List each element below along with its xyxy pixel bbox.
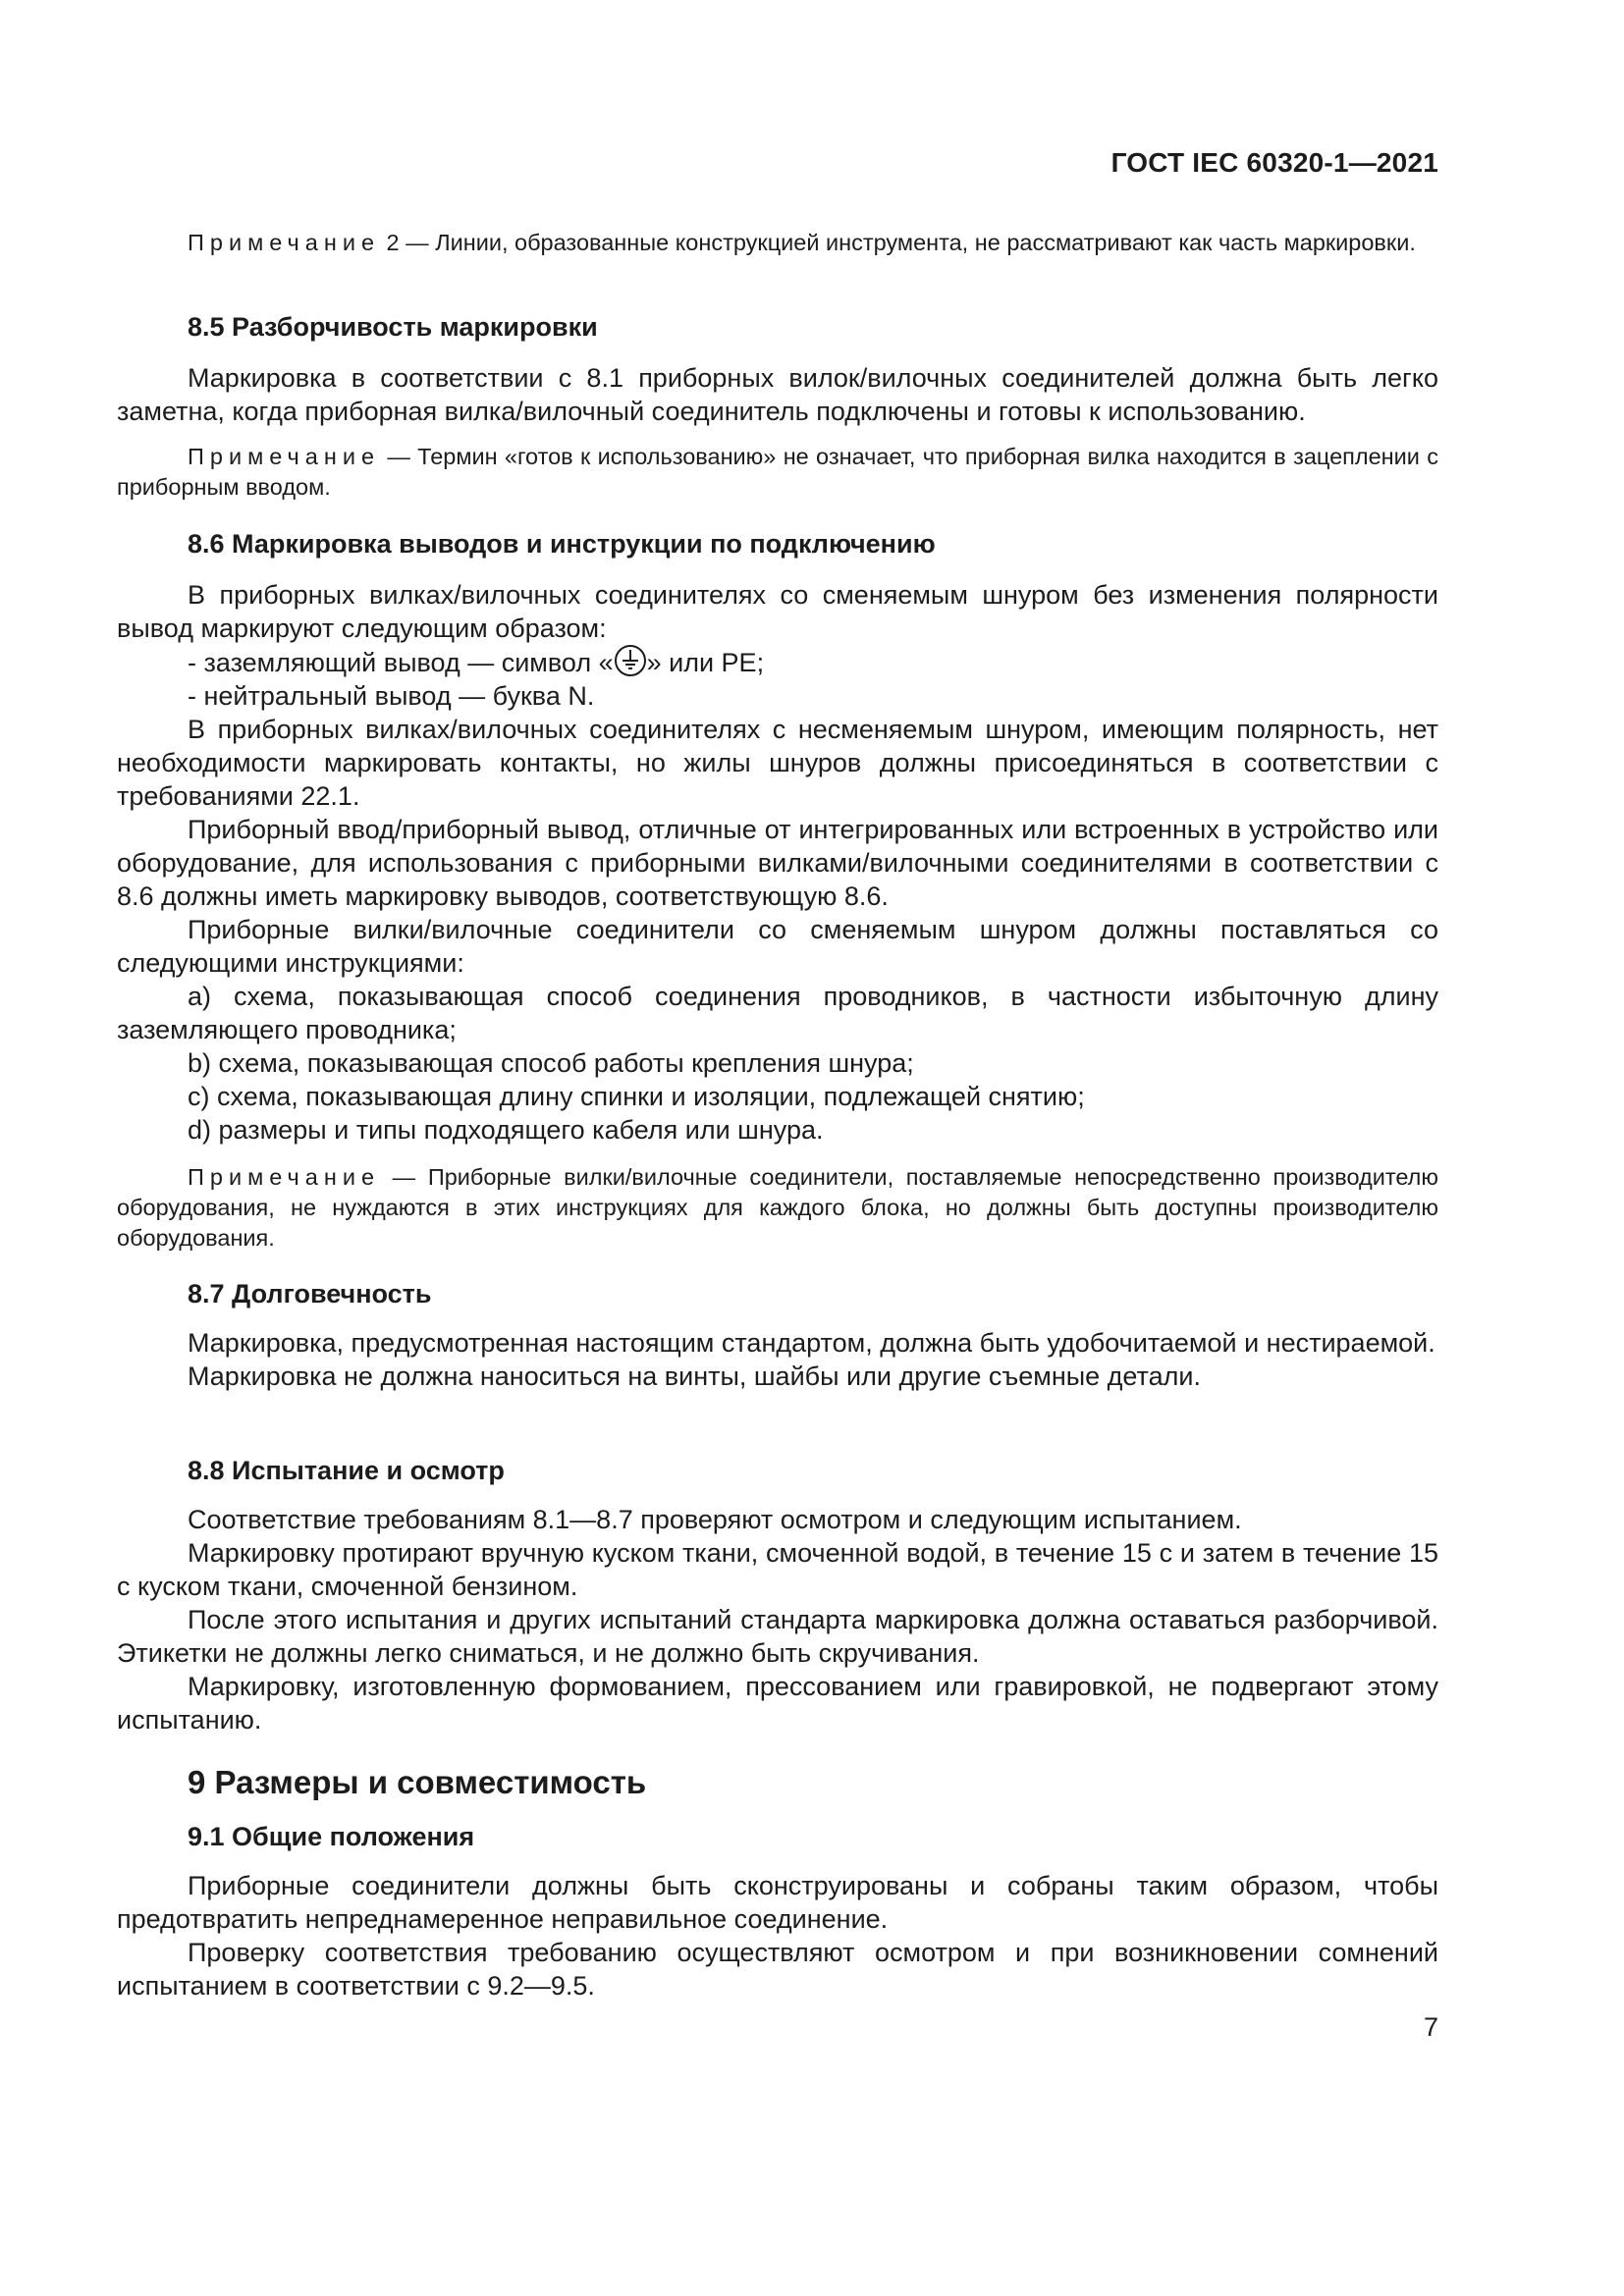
section-9: [117, 1763, 1438, 2002]
note-text: 2 — Линии, образованные конструкцией инструмента, не рассматривают как часть маркировки.: [380, 230, 1416, 255]
list-item: a) схема, показывающая способ соединения проводников, в частности избыточную длину заземляющего проводника;: [117, 982, 1438, 1044]
paragraph: В приборных вилках/вилочных соединителях с несменяемым шнуром, имеющим полярность, нет необходимости маркировать контакты, но жилы шнуров должны присоединяться в соответствии с требованиями 22.1.: [117, 715, 1438, 811]
paragraph: Маркировка, предусмотренная настоящим стандартом, должна быть удобочитаемой и нестираемой.: [188, 1328, 1435, 1358]
list-item: b) схема, показывающая способ работы крепления шнура;: [188, 1048, 914, 1078]
section-title: 8.8 Испытание и осмотр: [188, 1456, 505, 1485]
paragraph: В приборных вилках/вилочных соединителях со сменяемым шнуром без изменения полярности вывод маркируют следующим образом:: [117, 580, 1438, 643]
paragraph: После этого испытания и других испытаний стандарта маркировка должна оставаться разборчивой. Этикетки не должны легко сниматься, и не должно быть скручивания.: [117, 1605, 1438, 1668]
paragraph: Проверку соответствия требованию осуществляют осмотром и при возникновении сомнений испытанием в соответствии с 9.2—9.5.: [117, 1938, 1438, 2001]
section-title: 8.6 Маркировка выводов и инструкции по подключению: [188, 529, 936, 559]
page-number: 7: [1423, 2012, 1438, 2042]
section-title: 8.7 Долговечность: [188, 1279, 432, 1308]
section-title: 9.1 Общие положения: [188, 1822, 475, 1851]
note: [117, 442, 1438, 503]
protective-earth-icon: [615, 645, 646, 676]
chapter-title: 9 Размеры и совместимость: [188, 1764, 647, 1800]
paragraph: Приборные соединители должны быть сконструированы и собраны таким образом, чтобы предотвратить непреднамеренное неправильное соединение.: [117, 1871, 1438, 1934]
paragraph: Маркировка в соответствии с 8.1 приборных вилок/вилочных соединителей должна быть легко заметна, когда приборная вилка/вилочный соединитель подключены и готовы к использованию.: [117, 363, 1438, 426]
paragraph: Соответствие требованиям 8.1—8.7 проверяют осмотром и следующим испытанием.: [188, 1505, 1242, 1534]
list-item-neutral: - нейтральный вывод — буква N.: [188, 681, 595, 711]
note-text: — Термин «готов к использованию» не означает, что приборная вилка находится в зацеплении с приборным вводом.: [117, 444, 1438, 500]
section-8-6: [117, 527, 1438, 1254]
paragraph: Маркировку, изготовленную формованием, прессованием или гравировкой, не подвергают этому испытанию.: [117, 1672, 1438, 1735]
note-text: — Приборные вилки/вилочные соединители, поставляемые непосредственно производителю оборудования, не нуждаются в этих инструкциях для каждого блока, но должны быть доступны производителю оборудования.: [117, 1164, 1438, 1251]
section-8-7: [117, 1277, 1438, 1393]
note-label: Примечание: [188, 1164, 381, 1190]
section-title: 8.5 Разборчивость маркировки: [188, 312, 598, 342]
paragraph: Приборные вилки/вилочные соединители со сменяемым шнуром должны поставляться со следующими инструкциями:: [117, 915, 1438, 978]
paragraph: Маркировка не должна наноситься на винты, шайбы или другие съемные детали.: [188, 1362, 1201, 1391]
paragraph: Маркировку протирают вручную куском ткани, смоченной водой, в течение 15 с и затем в течение 15 с куском ткани, смоченной бензином.: [117, 1538, 1438, 1601]
note-label: Примечание: [188, 230, 381, 255]
list-item-earth: - заземляющий вывод — символ « » или PE;: [117, 645, 1438, 679]
section-8-8: [117, 1454, 1438, 1736]
section-8-5: [117, 310, 1438, 503]
list-item: c) схема, показывающая длину спинки и изоляции, подлежащей снятию;: [188, 1082, 1085, 1111]
note-label: Примечание: [188, 444, 381, 469]
note-2: [117, 228, 1438, 258]
document-header: ГОСТ IEC 60320-1—2021: [1110, 147, 1438, 178]
note: [117, 1162, 1438, 1254]
paragraph: Приборный ввод/приборный вывод, отличные от интегрированных или встроенных в устройство или оборудование, для использования с приборными вилками/вилочными соединителями в соответствии с 8.6 должны иметь маркировку выводов, соответствующую 8.6.: [117, 815, 1438, 911]
list-item: d) размеры и типы подходящего кабеля или шнура.: [188, 1115, 824, 1145]
